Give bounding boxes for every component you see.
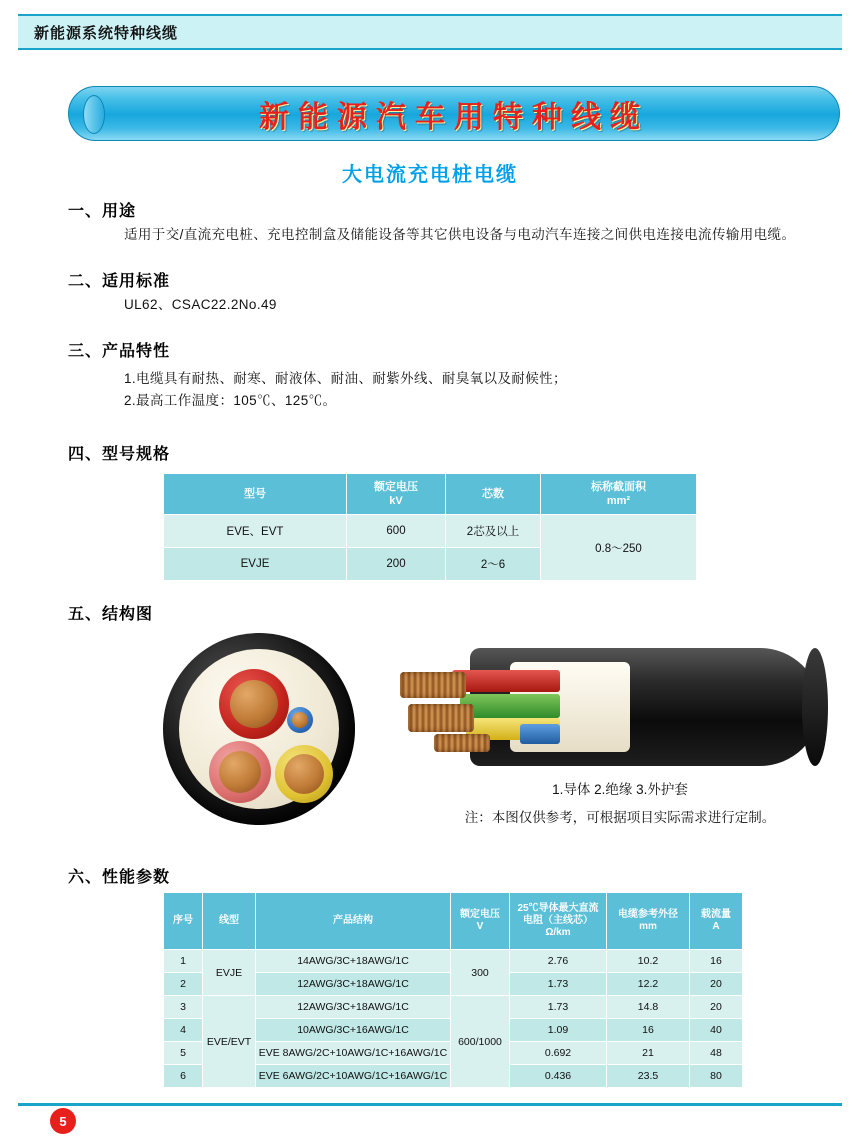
page-header-title: 新能源系统特种线缆 — [34, 24, 179, 42]
perf-cell-no: 5 — [164, 1042, 203, 1065]
perf-cell-structure: 12AWG/3C+18AWG/1C — [256, 996, 451, 1019]
cable-core-red — [219, 669, 289, 739]
insulation-blue — [520, 724, 560, 744]
page-subtitle: 大电流充电桩电缆 — [342, 164, 518, 186]
perf-cell-resistance: 1.09 — [510, 1019, 607, 1042]
perf-cell-diameter: 14.8 — [607, 996, 690, 1019]
perf-header-current: 载流量 A — [690, 893, 743, 950]
perf-cell-type: EVE/EVT — [203, 996, 256, 1088]
perf-cell-diameter: 16 — [607, 1019, 690, 1042]
banner-title: 新能源汽车用特种线缆 — [259, 100, 649, 134]
perf-cell-structure: 10AWG/3C+16AWG/1C — [256, 1019, 451, 1042]
section-text-use: 适用于交/直流充电桩、充电控制盒及储能设备等其它供电设备与电动汽车连接之间供电连接电流传输用电缆。 — [124, 227, 796, 242]
perf-cell-resistance: 2.76 — [510, 950, 607, 973]
section-heading-standard: 二、适用标准 — [68, 273, 171, 290]
spec-cell-model: EVJE — [164, 548, 347, 581]
perf-cell-current: 20 — [690, 973, 743, 996]
section-heading-use: 一、用途 — [68, 203, 137, 220]
perf-cell-voltage: 600/1000 — [451, 996, 510, 1088]
perf-cell-resistance: 0.436 — [510, 1065, 607, 1088]
page-number-badge: 5 — [50, 1108, 76, 1134]
spec-cell-cores: 2芯及以上 — [446, 515, 541, 548]
perf-cell-diameter: 23.5 — [607, 1065, 690, 1088]
performance-table — [163, 892, 743, 1088]
spec-cell-cores: 2～6 — [446, 548, 541, 581]
spec-cell-voltage: 600 — [347, 515, 446, 548]
perf-cell-resistance: 0.692 — [510, 1042, 607, 1065]
spec-header-cores: 芯数 — [446, 474, 541, 515]
perf-cell-current: 16 — [690, 950, 743, 973]
cable-core-yellow — [275, 745, 333, 803]
perf-cell-diameter: 10.2 — [607, 950, 690, 973]
cable-cross-section-image — [163, 633, 355, 825]
performance-table-header-row — [164, 893, 743, 950]
cable-stripped-image — [400, 648, 820, 766]
perf-cell-diameter: 12.2 — [607, 973, 690, 996]
insulation-red — [452, 670, 560, 692]
cable-filler — [179, 649, 339, 809]
perf-cell-no: 2 — [164, 973, 203, 996]
perf-cell-resistance: 1.73 — [510, 996, 607, 1019]
spec-cell-model: EVE、EVT — [164, 515, 347, 548]
section-text-standard: UL62、CSAC22.2No.49 — [124, 297, 277, 312]
perf-cell-current: 40 — [690, 1019, 743, 1042]
page-header — [18, 14, 842, 50]
section-heading-structure: 五、结构图 — [68, 606, 154, 623]
perf-header-voltage: 额定电压 V — [451, 893, 510, 950]
section-heading-performance: 六、性能参数 — [68, 869, 171, 886]
perf-cell-no: 6 — [164, 1065, 203, 1088]
structure-caption: 1.导体 2.绝缘 3.外护套 — [552, 782, 688, 797]
perf-cell-diameter: 21 — [607, 1042, 690, 1065]
spec-cell-area: 0.8～250 — [541, 515, 697, 581]
conductor-strands — [230, 680, 278, 728]
conductor-2 — [408, 704, 474, 732]
spec-cell-voltage: 200 — [347, 548, 446, 581]
conductor-1 — [400, 672, 466, 698]
table-row — [164, 950, 743, 973]
section-heading-spec: 四、型号规格 — [68, 446, 171, 463]
section-text-features-line1: 1.电缆具有耐热、耐寒、耐液体、耐油、耐紫外线、耐臭氧以及耐候性； — [124, 371, 567, 386]
conductor-strands — [284, 754, 324, 794]
perf-cell-no: 1 — [164, 950, 203, 973]
perf-cell-structure: EVE 8AWG/2C+10AWG/1C+16AWG/1C — [256, 1042, 451, 1065]
perf-cell-structure: 14AWG/3C+18AWG/1C — [256, 950, 451, 973]
cable-core-pink — [209, 741, 271, 803]
perf-header-diameter: 电缆参考外径 mm — [607, 893, 690, 950]
perf-cell-voltage: 300 — [451, 950, 510, 996]
perf-header-structure: 产品结构 — [256, 893, 451, 950]
spec-header-area: 标称截面积 mm² — [541, 474, 697, 515]
structure-note: 注：本图仅供参考，可根据项目实际需求进行定制。 — [464, 810, 776, 825]
conductor-strands — [292, 712, 308, 728]
footer-divider — [18, 1103, 842, 1106]
conductor-strands — [219, 751, 261, 793]
spec-header-voltage: 额定电压 kV — [347, 474, 446, 515]
perf-header-type: 线型 — [203, 893, 256, 950]
perf-cell-no: 4 — [164, 1019, 203, 1042]
perf-cell-type: EVJE — [203, 950, 256, 996]
section-text-features-line2: 2.最高工作温度：105℃、125℃。 — [124, 393, 337, 408]
perf-cell-structure: 12AWG/3C+18AWG/1C — [256, 973, 451, 996]
spec-table-header-row — [164, 474, 697, 515]
cable-end-cap — [802, 648, 828, 766]
banner — [68, 86, 840, 141]
insulation-green — [460, 694, 560, 718]
perf-cell-current: 20 — [690, 996, 743, 1019]
perf-cell-resistance: 1.73 — [510, 973, 607, 996]
section-heading-features: 三、产品特性 — [68, 343, 171, 360]
table-row — [164, 996, 743, 1019]
cable-core-blue — [287, 707, 313, 733]
perf-header-resistance: 25℃导体最大直流 电阻（主线芯） Ω/km — [510, 893, 607, 950]
spec-table — [163, 473, 697, 581]
perf-cell-current: 48 — [690, 1042, 743, 1065]
table-row — [164, 515, 697, 548]
spec-header-model: 型号 — [164, 474, 347, 515]
perf-cell-structure: EVE 6AWG/2C+10AWG/1C+16AWG/1C — [256, 1065, 451, 1088]
perf-header-no: 序号 — [164, 893, 203, 950]
conductor-3 — [434, 734, 490, 752]
perf-cell-current: 80 — [690, 1065, 743, 1088]
perf-cell-no: 3 — [164, 996, 203, 1019]
